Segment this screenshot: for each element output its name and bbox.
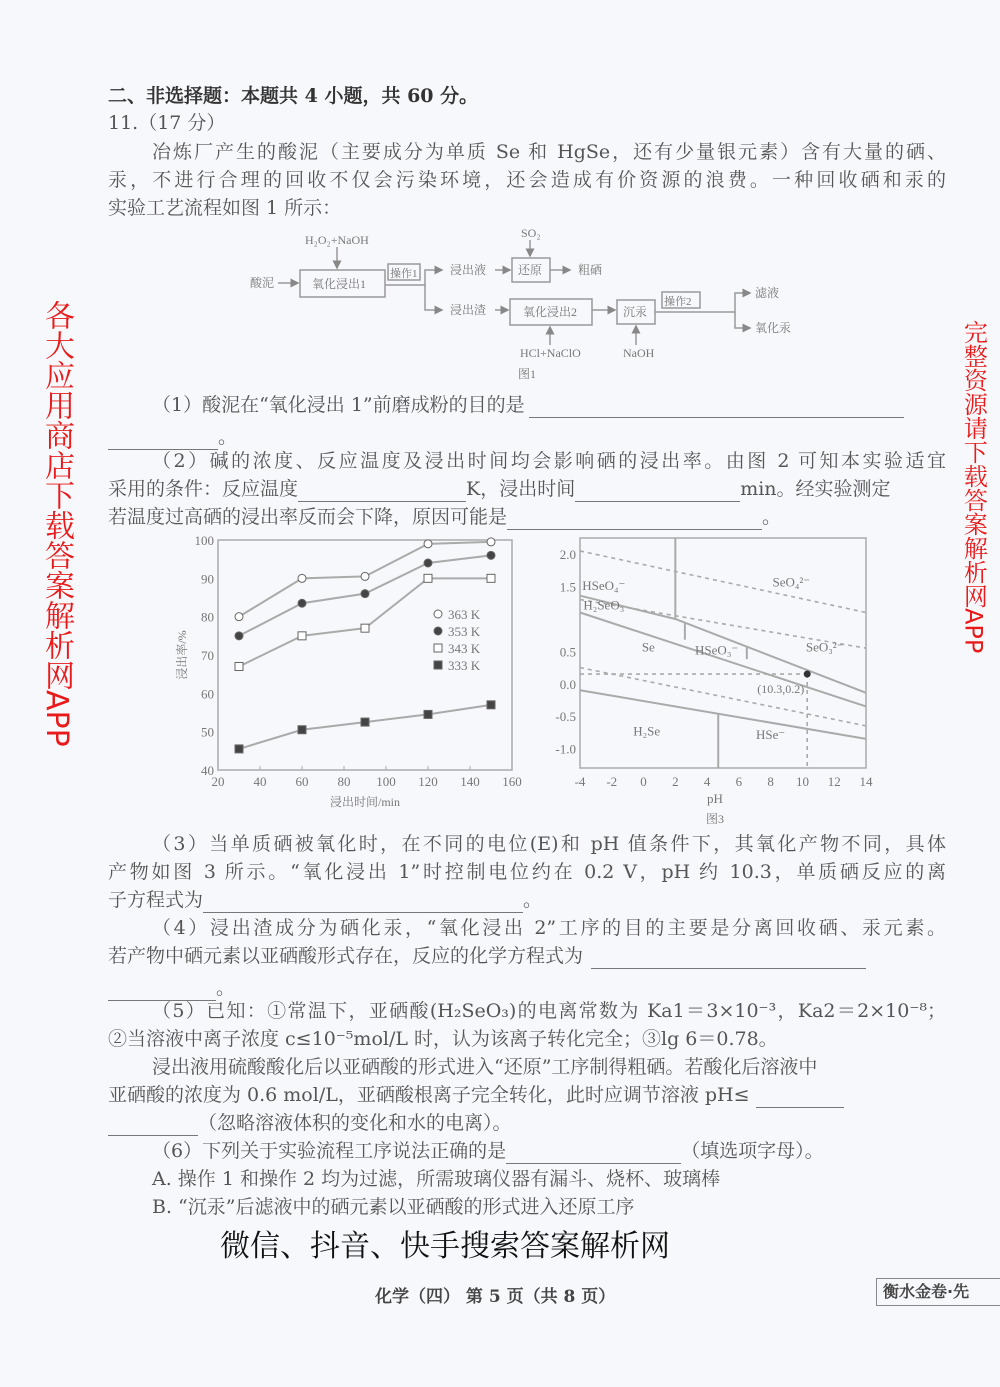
- x-tick-label: 80: [337, 774, 351, 789]
- q5-ph-blank-cont[interactable]: [108, 1115, 198, 1136]
- data-point: [298, 632, 306, 640]
- q1-end: 。: [218, 426, 238, 448]
- x-tick-label: -2: [606, 774, 618, 789]
- y-tick-label: 60: [201, 686, 214, 702]
- x-tick-label: 160: [502, 774, 522, 789]
- data-point: [235, 663, 243, 671]
- q2-reason-blank[interactable]: [507, 509, 762, 530]
- q2-line: （2）碱的浓度、反应温度及浸出时间均会影响硒的浸出率。由图 2 可知本实验适宜: [152, 450, 946, 472]
- figure-2-leaching-rate-chart: [170, 528, 540, 813]
- flow-box2: 氧化浸出2: [523, 305, 578, 319]
- x-tick-label: 0: [640, 774, 647, 789]
- x-tick-label: 120: [418, 774, 438, 789]
- y-tick-label: 1.5: [559, 579, 576, 595]
- q5-line: ②当溶液中离子浓度 c≤10⁻⁵mol/L 时，认为该离子转化完全；③lg 6＝0.78。: [108, 1028, 778, 1050]
- q5-ph-blank[interactable]: [756, 1087, 844, 1108]
- x-tick-label: 2: [672, 774, 679, 789]
- q4-line: （4）浸出渣成分为硒化汞，“氧化浸出 2”工序的目的主要是分离回收硒、汞元素。: [152, 917, 946, 939]
- q6-option-a: A. 操作 1 和操作 2 均为过滤，所需玻璃仪器有漏斗、烧杯、玻璃棒: [152, 1168, 721, 1190]
- data-point: [298, 574, 306, 582]
- solid-boundary: [580, 613, 866, 707]
- flow-box-hg: 沉汞: [623, 305, 648, 319]
- legend-label: 363 K: [448, 607, 481, 622]
- q4-answer-blank[interactable]: [591, 948, 866, 969]
- x-tick-label: 40: [253, 774, 267, 789]
- page-footer: 化学（四） 第 5 页（共 8 页）: [375, 1287, 616, 1307]
- data-point: [424, 710, 432, 718]
- flow-residue: 浸出渣: [450, 303, 487, 317]
- q6-option-b: B. “沉汞”后滤液中的硒元素以亚硒酸的形式进入还原工序: [152, 1196, 635, 1218]
- q2-text: min。经实验测定: [740, 478, 891, 500]
- q3-line: （3）当单质硒被氧化时，在不同的电位(E)和 pH 值条件下，其氧化产物不同，具体: [152, 833, 946, 855]
- region-label: SeO₃²⁻: [805, 639, 844, 655]
- intro-line: 汞，不进行合理的回收不仅会污染环境，还会造成有价资源的浪费。一种回收硒和汞的: [108, 169, 946, 191]
- data-point: [424, 574, 432, 582]
- brand-stamp: 衡水金卷·先: [876, 1278, 1000, 1306]
- region-label: SeO₄²⁻: [772, 574, 811, 590]
- legend-label: 333 K: [448, 658, 481, 673]
- x-tick-label: 4: [703, 774, 711, 789]
- flow-start: 酸泥: [250, 276, 275, 290]
- figure-caption: 图3: [705, 812, 725, 826]
- x-tick-label: 100: [376, 774, 396, 789]
- data-point: [235, 745, 243, 753]
- x-tick-label: 8: [767, 774, 774, 789]
- y-tick-label: 40: [201, 763, 214, 778]
- legend-label: 353 K: [448, 624, 481, 639]
- x-tick-label: 10: [795, 774, 809, 789]
- data-point: [361, 590, 369, 598]
- y-tick-label: 90: [201, 571, 214, 587]
- y-tick-label: 0.0: [559, 676, 576, 692]
- flow-op1: 操作1: [390, 268, 418, 280]
- data-point: [487, 551, 495, 559]
- q1-answer-blank-cont[interactable]: [108, 429, 218, 450]
- y-tick-label: 2.0: [559, 547, 576, 563]
- legend-marker: [434, 661, 442, 669]
- y-tick-label: -1.0: [555, 741, 576, 757]
- q5-text: 亚硒酸的浓度为 0.6 mol/L，亚硒酸根离子完全转化，此时应调节溶液 pH≤: [108, 1084, 750, 1106]
- flow-box1: 氧化浸出1: [312, 277, 367, 291]
- watermark: 各大应用商店下载答案解析网APP: [39, 300, 74, 747]
- region-label: Se: [641, 639, 655, 655]
- section-title: 二、非选择题：本题共 4 小题，共 60 分。: [108, 85, 479, 107]
- region-label: H₂Se: [633, 723, 661, 739]
- data-point: [424, 540, 432, 548]
- data-point: [361, 572, 369, 580]
- legend-label: 343 K: [448, 641, 481, 656]
- y-tick-label: 80: [201, 609, 214, 625]
- x-tick-label: 20: [211, 774, 225, 789]
- watermark: 微信、抖音、快手搜索答案解析网: [220, 1229, 670, 1264]
- x-tick-label: 60: [295, 774, 309, 789]
- q6-stem: （6）下列关于实验流程工序说法正确的是: [152, 1140, 507, 1162]
- x-tick-label: 14: [859, 774, 873, 789]
- q1-text: （1）酸泥在“氧化浸出 1”前磨成粉的目的是: [152, 394, 525, 416]
- marked-point: [804, 671, 811, 678]
- flow-hgo: 氧化汞: [755, 321, 792, 335]
- x-tick-label: 140: [460, 774, 480, 789]
- flow-filtrate: 滤液: [755, 286, 780, 300]
- region-label: HSeO₄⁻: [582, 577, 626, 593]
- q4-text: 若产物中硒元素以亚硒酸形式存在，反应的化学方程式为: [108, 945, 584, 967]
- q2-text: 若温度过高硒的浸出率反而会下降，原因可能是: [108, 506, 508, 528]
- q3-answer-blank[interactable]: [203, 892, 523, 913]
- x-tick-label: 12: [827, 774, 841, 789]
- q2-time-blank[interactable]: [575, 481, 740, 502]
- flow-op2: 操作2: [664, 296, 692, 308]
- y-tick-label: 50: [201, 724, 214, 740]
- flow-liquid: 浸出液: [450, 263, 487, 277]
- q2-temperature-blank[interactable]: [298, 481, 466, 502]
- data-point: [487, 538, 495, 546]
- flow-reagent3: NaOH: [623, 346, 655, 360]
- y-axis-label: 浸出率/%: [175, 630, 189, 680]
- x-axis-label: 浸出时间/min: [329, 795, 401, 809]
- flow-caption: 图1: [518, 367, 537, 381]
- x-tick-label: -4: [574, 774, 586, 789]
- figure-3-potential-ph-diagram: [540, 528, 885, 828]
- data-point: [487, 701, 495, 709]
- q1-answer-blank[interactable]: [529, 397, 904, 418]
- q3-text: 子方程式为: [108, 889, 204, 911]
- data-point: [235, 632, 243, 640]
- data-point: [424, 559, 432, 567]
- y-tick-label: 0.5: [559, 644, 576, 660]
- q5-line: （5）已知：①常温下，亚硒酸(H₂SeO₃)的电离常数为 Ka1＝3×10⁻³，Ka2＝2×10⁻⁸；: [152, 1000, 946, 1022]
- intro-line: 冶炼厂产生的酸泥（主要成分为单质 Se 和 HgSe，还有少量银元素）含有大量的硒、: [152, 141, 946, 163]
- question-number: 11.（17 分）: [108, 112, 226, 134]
- flow-diagram: [240, 220, 800, 390]
- region-label: H₂SeO₃: [583, 597, 625, 613]
- data-point: [487, 574, 495, 582]
- y-tick-label: 100: [194, 533, 214, 548]
- q3-line: 产物如图 3 所示。“氧化浸出 1”时控制电位约在 0.2 V，pH 约 10.3，单质硒反应的离: [108, 861, 946, 883]
- data-point: [298, 599, 306, 607]
- legend-marker: [434, 627, 442, 635]
- y-tick-label: -0.5: [555, 709, 576, 725]
- legend-marker: [434, 610, 442, 618]
- flow-reduce: 还原: [518, 263, 543, 277]
- flow-so2: SO₂: [521, 226, 541, 240]
- data-point: [361, 718, 369, 726]
- data-point: [361, 624, 369, 632]
- q6-stem: （填选项字母）。: [681, 1140, 824, 1162]
- flow-crude-se: 粗硒: [578, 263, 603, 277]
- q2-text: K，浸出时间: [466, 478, 576, 500]
- watermark: 完整资源请下载答案解析网APP: [959, 320, 988, 654]
- x-axis-label: pH: [707, 791, 723, 806]
- flow-reagent2: HCl+NaClO: [520, 346, 581, 360]
- intro-line: 实验工艺流程如图 1 所示：: [108, 197, 342, 219]
- q5-text: （忽略溶液体积的变化和水的电离）。: [198, 1112, 512, 1134]
- q6-answer-blank[interactable]: [506, 1143, 681, 1164]
- x-tick-label: 6: [735, 774, 743, 789]
- flow-reagent1: H₂O₂+NaOH: [305, 233, 369, 247]
- y-tick-label: 70: [201, 648, 214, 663]
- series-line: [239, 705, 491, 749]
- q2-text: 采用的条件：反应温度: [108, 478, 299, 500]
- q5-line: 浸出液用硫酸酸化后以亚硒酸的形式进入“还原”工序制得粗硒。若酸化后溶液中: [152, 1056, 818, 1078]
- legend-marker: [434, 644, 442, 652]
- data-point: [298, 726, 306, 734]
- region-label: HSeO₃⁻: [695, 642, 739, 658]
- region-label: HSe⁻: [756, 726, 786, 742]
- data-point: [235, 613, 243, 621]
- marked-point-label: (10.3,0.2): [757, 682, 805, 697]
- q2-end: 。: [762, 506, 782, 528]
